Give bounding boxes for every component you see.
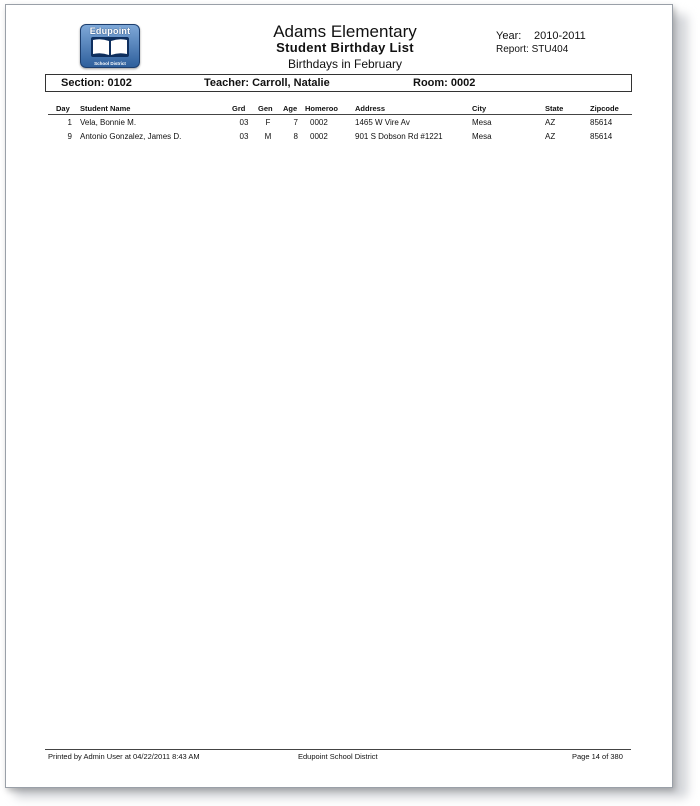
cell-gender: M [264, 132, 272, 141]
cell-zipcode: 85614 [590, 132, 613, 141]
cell-student-name: Vela, Bonnie M. [80, 118, 137, 127]
logo-caption: School District [94, 61, 126, 66]
year-label: Year: [496, 30, 522, 42]
header-rule [48, 114, 632, 115]
cell-age: 7 [293, 118, 298, 127]
footer-rule [45, 749, 631, 750]
cell-state: AZ [545, 118, 556, 127]
report-label: Report: [496, 44, 529, 55]
year-value: 2010-2011 [534, 30, 586, 42]
report-info [496, 44, 568, 55]
col-header-city: City [472, 104, 487, 113]
col-header-zipcode: Zipcode [590, 104, 619, 113]
col-header-age: Age [283, 104, 298, 113]
cell-homeroom: 0002 [310, 132, 328, 141]
cell-homeroom: 0002 [310, 118, 328, 127]
teacher-name: Teacher: Carroll, Natalie [204, 77, 330, 89]
cell-address: 901 S Dobson Rd #1221 [355, 132, 443, 141]
cell-day: 9 [67, 132, 72, 141]
cell-zipcode: 85614 [590, 118, 613, 127]
cell-state: AZ [545, 132, 556, 141]
page-number: Page 14 of 380 [572, 752, 623, 761]
col-header-homeroom: Homeroo [305, 104, 338, 113]
col-header-student-name: Student Name [80, 104, 131, 113]
cell-grade: 03 [239, 132, 249, 141]
section-number: Section: 0102 [61, 77, 132, 89]
cell-day: 1 [67, 118, 72, 127]
col-header-grade: Grd [232, 104, 246, 113]
cell-age: 8 [293, 132, 298, 141]
report-title: Student Birthday List [276, 40, 414, 55]
school-name: Adams Elementary [273, 22, 417, 41]
cell-student-name: Antonio Gonzalez, James D. [80, 132, 182, 141]
room-number: Room: 0002 [413, 77, 476, 89]
col-header-address: Address [355, 104, 386, 113]
report-code: STU404 [531, 44, 569, 55]
logo-wordmark: Edupoint [89, 26, 131, 36]
printed-by: Printed by Admin User at 04/22/2011 8:43 AM [48, 752, 200, 761]
report-subtitle: Birthdays in February [287, 57, 403, 71]
section-bar [45, 74, 632, 92]
cell-city: Mesa [472, 118, 492, 127]
cell-grade: 03 [239, 118, 249, 127]
col-header-gender: Gen [258, 104, 273, 113]
year-info [496, 30, 586, 42]
edupoint-logo [80, 24, 140, 68]
district-name: Edupoint School District [298, 752, 378, 761]
book-icon [90, 36, 130, 58]
cell-city: Mesa [472, 132, 492, 141]
cell-gender: F [265, 118, 271, 127]
cell-address: 1465 W Vire Av [355, 118, 410, 127]
col-header-state: State [545, 104, 564, 113]
col-header-day: Day [56, 104, 70, 113]
